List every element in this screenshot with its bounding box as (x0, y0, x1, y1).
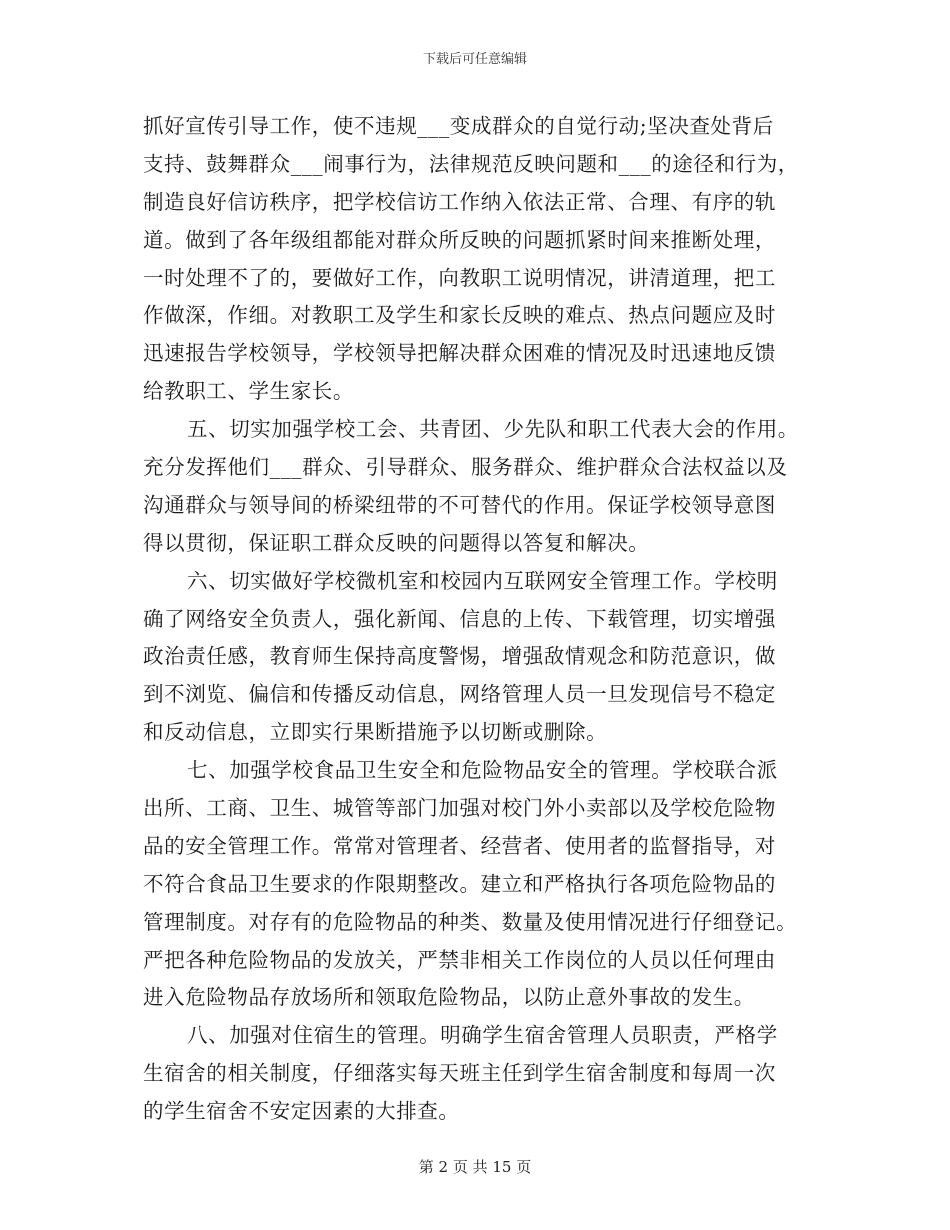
text-line: 沟通群众与领导间的桥梁纽带的不可替代的作用。保证学校领导意图 (143, 492, 776, 517)
text-line: 支持、鼓舞群众___闹事行为，法律规范反映问题和___的途径和行为， (143, 151, 799, 176)
text-line: 生宿舍的相关制度，仔细落实每天班主任到学生宿舍制度和每周一次 (143, 1061, 776, 1086)
text-line: 进入危险物品存放场所和领取危险物品，以防止意外事故的发生。 (143, 985, 755, 1010)
paragraph-section-6 (143, 563, 815, 752)
text-line: 严把各种危险物品的发放关，严禁非相关工作岗位的人员以任何理由 (143, 947, 776, 972)
text-line: 迅速报告学校领导，学校领导把解决群众困难的情况及时迅速地反馈 (143, 341, 776, 366)
paragraph-continuation (143, 108, 815, 411)
text-line: 一时处理不了的，要做好工作，向教职工说明情况，讲清道理，把工 (143, 265, 776, 290)
document-body (143, 108, 815, 1131)
text-line: 和反动信息，立即实行果断措施予以切断或删除。 (143, 720, 608, 745)
paragraph-section-7 (143, 752, 815, 1017)
text-line: 制造良好信访秩序，把学校信访工作纳入依法正常、合理、有序的轨 (143, 189, 776, 214)
text-line: 道。做到了各年级组都能对群众所反映的问题抓紧时间来推断处理， (143, 227, 776, 252)
text-line: 品的安全管理工作。常常对管理者、经营者、使用者的监督指导，对 (143, 833, 776, 858)
paragraph-section-8 (143, 1017, 815, 1131)
page-header: 下载后可任意编辑 (422, 52, 527, 67)
text-line: 到不浏览、偏信和传播反动信息，网络管理人员一旦发现信号不稳定 (143, 682, 776, 707)
text-line: 得以贯彻，保证职工群众反映的问题得以答复和解决。 (143, 530, 650, 555)
text-line: 抓好宣传引导工作，使不违规___变成群众的自觉行动;坚决查处背后 (143, 114, 774, 138)
text-line: 八、加强对住宿生的管理。明确学生宿舍管理人员职责，严格学 (187, 1023, 778, 1048)
text-line: 的学生宿舍不安定因素的大排查。 (143, 1099, 460, 1124)
text-line: 六、切实做好学校微机室和校园内互联网安全管理工作。学校明 (187, 568, 778, 593)
page-number: 第 2 页 共 15 页 (418, 1158, 532, 1176)
text-line: 作做深，作细。对教职工及学生和家长反映的难点、热点问题应及时 (143, 303, 776, 328)
text-line: 充分发挥他们___群众、引导群众、服务群众、维护群众合法权益以及 (143, 455, 788, 480)
text-line: 政治责任感，教育师生保持高度警惕，增强敌情观念和防范意识，做 (143, 644, 776, 669)
text-line: 不符合食品卫生要求的作限期整改。建立和严格执行各项危险物品的 (143, 871, 776, 896)
text-line: 五、切实加强学校工会、共青团、少先队和职工代表大会的作用。 (187, 417, 799, 442)
text-line: 管理制度。对存有的危险物品的种类、数量及使用情况进行仔细登记。 (143, 909, 798, 934)
text-line: 确了网络安全负责人，强化新闻、信息的上传、下载管理，切实增强 (143, 606, 776, 631)
text-line: 给教职工、学生家长。 (143, 379, 354, 404)
paragraph-section-5 (143, 411, 815, 563)
text-line: 出所、工商、卫生、城管等部门加强对校门外小卖部以及学校危险物 (143, 796, 776, 821)
text-line: 七、加强学校食品卫生安全和危险物品安全的管理。学校联合派 (187, 758, 778, 783)
